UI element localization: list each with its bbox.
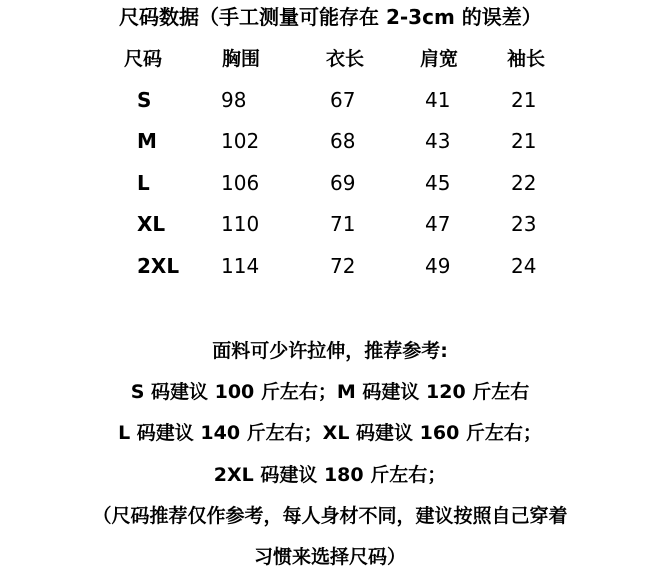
table-cell-chest: 98 xyxy=(221,88,247,112)
disclaimer-line: 习惯来选择尺码） xyxy=(253,546,406,568)
table-cell-sleeve: 21 xyxy=(511,129,537,153)
table-cell-shoulder: 45 xyxy=(425,171,451,195)
table-cell-chest: 114 xyxy=(221,254,260,278)
table-cell-length: 69 xyxy=(330,171,356,195)
table-cell-length: 71 xyxy=(330,212,356,236)
recommendation-line: L 码建议 140 斤左右；XL 码建议 160 斤左右； xyxy=(118,422,542,444)
table-cell-size: XL xyxy=(137,212,166,236)
table-cell-sleeve: 23 xyxy=(511,212,537,236)
table-cell-shoulder: 43 xyxy=(425,129,451,153)
header-sleeve: 袖长 xyxy=(507,48,546,70)
header-size: 尺码 xyxy=(124,48,163,70)
table-cell-length: 67 xyxy=(330,88,356,112)
table-cell-size: M xyxy=(137,129,157,153)
table-cell-size: 2XL xyxy=(137,254,180,278)
header-shoulder: 肩宽 xyxy=(420,48,459,70)
table-cell-chest: 110 xyxy=(221,212,260,236)
table-cell-chest: 102 xyxy=(221,129,260,153)
fabric-note: 面料可少许拉伸，推荐参考: xyxy=(212,340,448,362)
recommendation-line: 2XL 码建议 180 斤左右； xyxy=(213,464,447,486)
table-cell-size: L xyxy=(137,171,150,195)
page-title: 尺码数据（手工测量可能存在 2-3cm 的误差） xyxy=(119,5,542,29)
table-cell-length: 68 xyxy=(330,129,356,153)
table-cell-length: 72 xyxy=(330,254,356,278)
recommendation-line: S 码建议 100 斤左右；M 码建议 120 斤左右 xyxy=(130,381,530,403)
header-chest: 胸围 xyxy=(222,48,261,70)
table-cell-shoulder: 49 xyxy=(425,254,451,278)
disclaimer-line: （尺码推荐仅作参考，每人身材不同，建议按照自己穿着 xyxy=(92,505,568,527)
table-cell-sleeve: 22 xyxy=(511,171,537,195)
header-length: 衣长 xyxy=(326,48,365,70)
table-cell-shoulder: 41 xyxy=(425,88,451,112)
table-cell-chest: 106 xyxy=(221,171,260,195)
table-cell-sleeve: 21 xyxy=(511,88,537,112)
table-cell-sleeve: 24 xyxy=(511,254,537,278)
table-cell-shoulder: 47 xyxy=(425,212,451,236)
table-cell-size: S xyxy=(137,88,152,112)
